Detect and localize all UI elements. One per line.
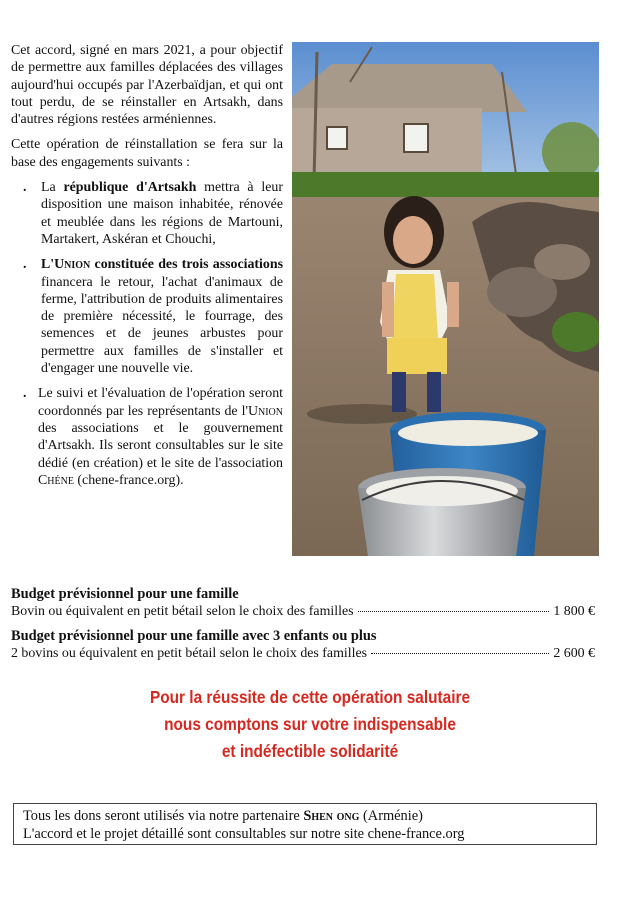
budget-row	[11, 645, 595, 662]
budget-row	[11, 603, 595, 620]
appeal-line: Pour la réussite de cette opération salutaire	[149, 687, 471, 707]
bullet-marker: .	[23, 386, 27, 402]
engagement-text: Le suivi et l'évaluation de l'opération seront coordonnés par les représentants de l'	[38, 386, 283, 419]
engagement-lead: constituée des trois associations	[90, 257, 283, 273]
dotted-leader	[358, 611, 550, 612]
photo-child-with-buckets	[292, 42, 599, 556]
photo-illustration	[292, 42, 599, 556]
footer-text: Tous les dons seront utilisés via notre partenaire	[23, 808, 304, 824]
engagement-text: (chene-france.org).	[73, 472, 184, 488]
text-column	[11, 42, 283, 497]
budget-section	[11, 585, 595, 669]
budget-item: 2 bovins ou équivalent en petit bétail selon le choix des familles	[11, 646, 368, 661]
intro-paragraph: Cet accord, signé en mars 2021, a pour objectif de permettre aux familles déplacées des villages aujourd'hui occupés par l'Azerbaïdjan, et qui ont tout perdu, de se réinstaller en Artsakh, dans d'autres régions restées arméniennes.	[11, 43, 283, 128]
footer-line: L'accord et le projet détaillé sont consultables sur notre site chene-france.org	[23, 826, 465, 842]
union-word: Union	[54, 257, 91, 273]
budget-amount: 2 600 €	[553, 646, 595, 661]
engagement-lead: république d'Artsakh	[63, 180, 197, 196]
solidarity-appeal	[37, 684, 583, 765]
engagement-prefix: L'	[41, 257, 55, 273]
budget-item: Bovin ou équivalent en petit bétail selon le choix des familles	[11, 604, 354, 619]
appeal-line: nous comptons sur votre indispensable	[164, 714, 456, 734]
engagement-item	[11, 385, 283, 489]
engagements-intro: Cette opération de réinstallation se fera sur la base des engagements suivants :	[11, 137, 283, 170]
footer-box	[13, 803, 597, 845]
engagement-item	[11, 179, 283, 248]
engagement-item	[11, 256, 283, 377]
bullet-marker: .	[23, 180, 27, 196]
budget-title: Budget prévisionnel pour une famille avec 3 enfants ou plus	[11, 628, 377, 644]
engagement-prefix: La	[41, 180, 64, 196]
engagements-list	[11, 179, 283, 489]
dotted-leader	[371, 653, 549, 654]
footer-line	[23, 807, 596, 825]
partner-name: Shen ong	[303, 808, 360, 824]
engagement-text: mettra à leur disposition une maison inhabitée, rénovée et meublée dans les régions de Martouni, Martakert, Askéran et Chouchi,	[41, 180, 283, 247]
budget-title: Budget prévisionnel pour une famille	[11, 586, 239, 602]
engagement-text: financera le retour, l'achat d'animaux de ferme, l'attribution de produits alimentaires de première nécessité, le fourrage, des semences et de jeunes arbustes pour permettre aux familles de s'installer et d'engager une nouvelle vie.	[41, 274, 283, 377]
footer-text: (Arménie)	[359, 808, 423, 824]
union-word: Union	[247, 403, 283, 419]
engagement-text: des associations et le gouvernement d'Artsakh. Ils seront consultables sur le site dédié (en création) et le site de l'association	[38, 420, 283, 471]
appeal-line: et indéfectible solidarité	[221, 741, 399, 761]
bullet-marker: .	[23, 257, 27, 273]
budget-amount: 1 800 €	[553, 604, 595, 619]
chene-word: Chéne	[38, 472, 74, 488]
